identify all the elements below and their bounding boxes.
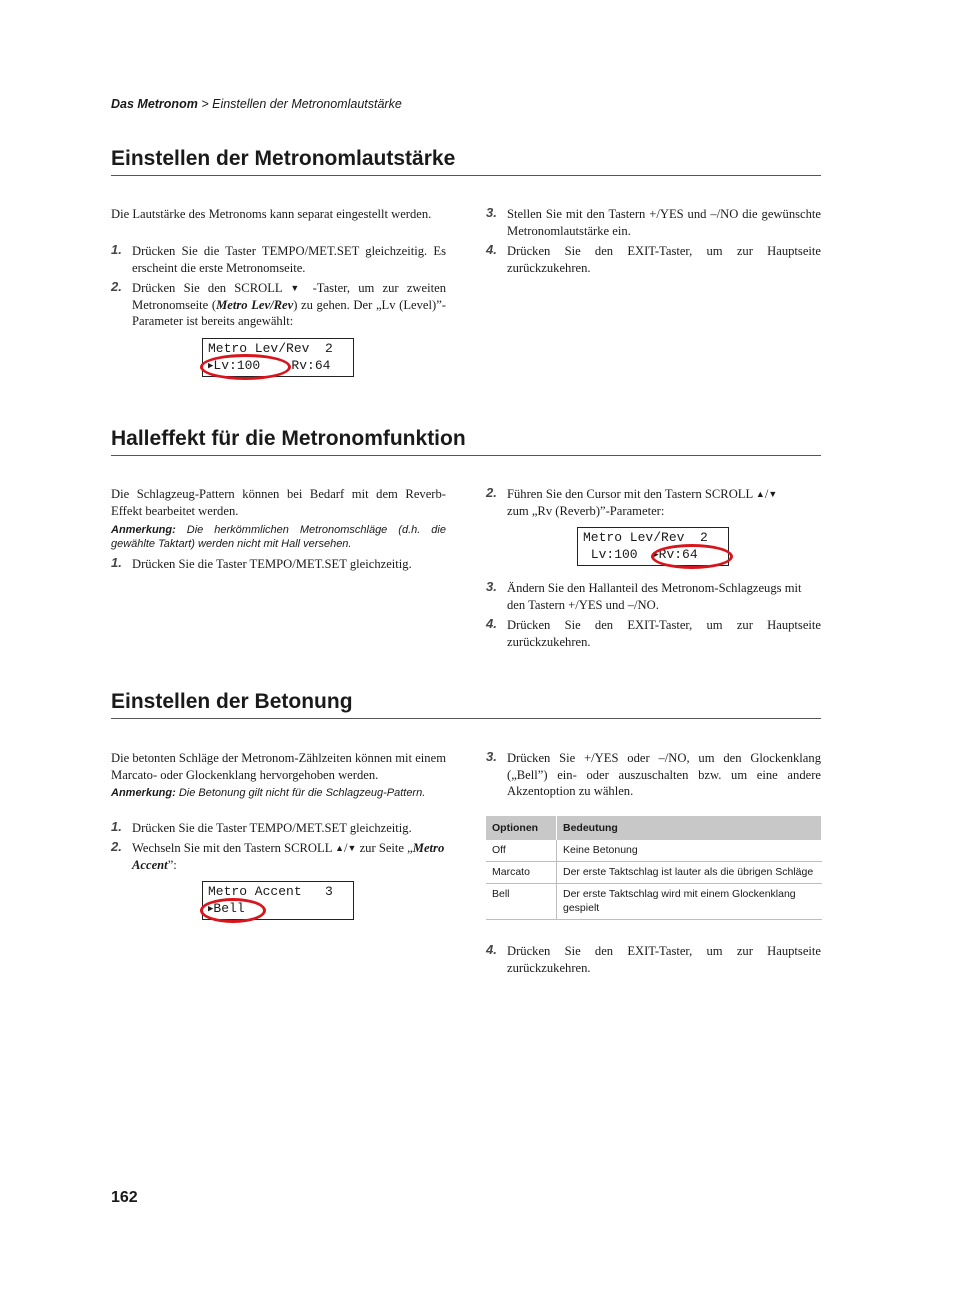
table-cell-meaning: Der erste Taktschlag wird mit einem Glockenklang gespielt xyxy=(557,884,822,920)
step-text-part: Wechseln Sie mit den Tastern SCROLL xyxy=(132,841,332,855)
table-row xyxy=(486,862,822,884)
scroll-up-arrow-icon: ▲ xyxy=(755,489,765,499)
note-label: Anmerkung: xyxy=(111,787,176,799)
step-text: Drücken Sie den EXIT-Taster, um zur Hauptseite zurückzukehren. xyxy=(507,244,821,275)
step-text: Drücken Sie den EXIT-Taster, um zur Hauptseite zurückzukehren. xyxy=(507,618,821,649)
lcd-line-2-text: Lv:100 Rv:64 xyxy=(213,358,331,373)
step-number: 3. xyxy=(486,579,497,594)
step-text-part: ”: xyxy=(167,857,177,872)
step-text-part: / xyxy=(764,487,769,501)
step-number: 2. xyxy=(486,485,497,500)
table-header-options: Optionen xyxy=(486,816,557,840)
section-title-volume: Einstellen der Metronomlautstärke xyxy=(111,147,821,176)
step-text: Drücken Sie +/YES oder –/NO, um den Glockenklang („Bell”) ein- oder auszuschalten bzw. um eine andere Akzentoption zu wählen. xyxy=(507,751,821,798)
table-row xyxy=(486,840,822,862)
table-cell-option: Marcato xyxy=(486,862,557,884)
step-number: 3. xyxy=(486,205,497,220)
s2-intro: Die Schlagzeug-Pattern können bei Bedarf mit dem Reverb-Effekt bearbeitet werden. xyxy=(111,487,446,518)
scroll-down-arrow-icon: ▼ xyxy=(290,283,305,293)
step-text-part: -Taster, um zur zweiten Metronomseite ( xyxy=(132,281,446,312)
s3-step-4 xyxy=(486,942,821,976)
breadcrumb-page: Einstellen der Metronomlautstärke xyxy=(212,97,402,111)
s3-intro: Die betonten Schläge der Metronom-Zählzeiten können mit einem Marcato- oder Glockenklang hervorgehoben werden. xyxy=(111,751,446,782)
s1-step-2 xyxy=(111,279,447,330)
highlight-ring xyxy=(200,354,291,380)
step-number: 4. xyxy=(486,242,497,257)
step-text xyxy=(132,840,446,873)
step-text-part: Führen Sie den Cursor mit den Tastern SCROLL xyxy=(507,487,753,501)
page-name: Metro Accent xyxy=(132,841,445,872)
lcd-line-2-text: Lv:100 xyxy=(583,547,654,562)
s2-note xyxy=(111,523,446,551)
note-text: Die herkömmlichen Metronomschläge (d.h. die gewählte Taktart) werden nicht mit Hall versehen. xyxy=(111,524,446,550)
s1-step-1 xyxy=(111,242,446,276)
lcd-line-2-text: Bell xyxy=(213,901,245,916)
step-number: 2. xyxy=(111,279,122,294)
cursor-arrow-icon: ▶ xyxy=(208,904,214,914)
scroll-down-arrow-icon: ▼ xyxy=(347,843,357,853)
breadcrumb-separator: > xyxy=(201,97,209,111)
scroll-down-arrow-icon: ▼ xyxy=(768,489,778,499)
s1-intro: Die Lautstärke des Metronoms kann separat eingestellt werden. xyxy=(111,207,432,221)
page-name: Metro Lev/Rev xyxy=(216,297,294,312)
s2-step-4 xyxy=(486,616,821,650)
s2-step-3 xyxy=(486,579,821,613)
step-text: Drücken Sie den EXIT-Taster, um zur Hauptseite zurückzukehren. xyxy=(507,944,821,975)
page-number: 162 xyxy=(111,1189,138,1206)
step-text: Stellen Sie mit den Tastern +/YES und –/NO die gewünschte Metronomlautstärke ein. xyxy=(507,207,821,238)
scroll-up-arrow-icon: ▲ xyxy=(335,843,345,853)
table-cell-meaning: Keine Betonung xyxy=(557,840,822,862)
s3-step-2 xyxy=(111,839,446,873)
breadcrumb-section: Das Metronom xyxy=(111,97,198,111)
step-text-part: zum „Rv (Reverb)”-Parameter: xyxy=(507,503,665,518)
lcd-line-1: Metro Lev/Rev 2 xyxy=(583,530,708,545)
s3-step-1 xyxy=(111,819,446,837)
options-table-wrapper xyxy=(486,816,822,920)
section-title-reverb: Halleffekt für die Metronomfunktion xyxy=(111,427,821,456)
note-label: Anmerkung: xyxy=(111,524,176,536)
s3-step-3 xyxy=(486,749,821,800)
step-text xyxy=(132,280,446,330)
step-text-part: zur Seite „ xyxy=(359,841,413,855)
step-number: 1. xyxy=(111,555,122,570)
s1-step-3 xyxy=(486,205,821,239)
section-title-accent: Einstellen der Betonung xyxy=(111,690,821,719)
step-text xyxy=(507,486,821,519)
step-number: 1. xyxy=(111,242,122,257)
table-cell-option: Off xyxy=(486,840,557,862)
lcd-line-2-text: Rv:64 xyxy=(658,547,698,562)
options-table xyxy=(486,816,822,920)
s1-step-4 xyxy=(486,242,821,276)
step-text: Drücken Sie die Taster TEMPO/MET.SET gleichzeitig. xyxy=(132,557,412,571)
cursor-arrow-icon: ▶ xyxy=(208,361,214,371)
highlight-ring xyxy=(651,544,733,569)
table-header-row xyxy=(486,816,822,840)
step-number: 1. xyxy=(111,819,122,834)
step-text: Drücken Sie die Taster TEMPO/MET.SET gleichzeitig. Es erscheint die erste Metronomseite. xyxy=(132,244,446,275)
cursor-arrow-icon: ▶ xyxy=(653,550,659,560)
highlight-ring xyxy=(200,898,266,923)
step-text: Drücken Sie die Taster TEMPO/MET.SET gleichzeitig. xyxy=(132,821,412,835)
step-text-part: Drücken Sie den SCROLL xyxy=(132,281,283,295)
s2-step-1 xyxy=(111,555,446,573)
lcd-line-1: Metro Lev/Rev 2 xyxy=(208,341,333,356)
step-number: 2. xyxy=(111,839,122,854)
step-text: Ändern Sie den Hallanteil des Metronom-Schlagzeugs mit den Tastern +/YES und –/NO. xyxy=(507,581,802,612)
step-text-part: ) zu gehen. Der „Lv (Level)”-Parameter ist bereits angewählt: xyxy=(132,297,447,328)
table-row xyxy=(486,884,822,920)
table-cell-option: Bell xyxy=(486,884,557,920)
step-number: 3. xyxy=(486,749,497,764)
table-cell-meaning: Der erste Taktschlag ist lauter als die übrigen Schläge xyxy=(557,862,822,884)
step-number: 4. xyxy=(486,616,497,631)
note-text: Die Betonung gilt nicht für die Schlagzeug-Pattern. xyxy=(178,787,426,799)
step-number: 4. xyxy=(486,942,497,957)
step-text-part: / xyxy=(344,841,348,855)
s3-note xyxy=(111,786,446,800)
breadcrumb xyxy=(111,97,402,111)
table-header-meaning: Bedeutung xyxy=(557,816,822,840)
lcd-line-1: Metro Accent 3 xyxy=(208,884,333,899)
s2-step-2 xyxy=(486,485,821,519)
